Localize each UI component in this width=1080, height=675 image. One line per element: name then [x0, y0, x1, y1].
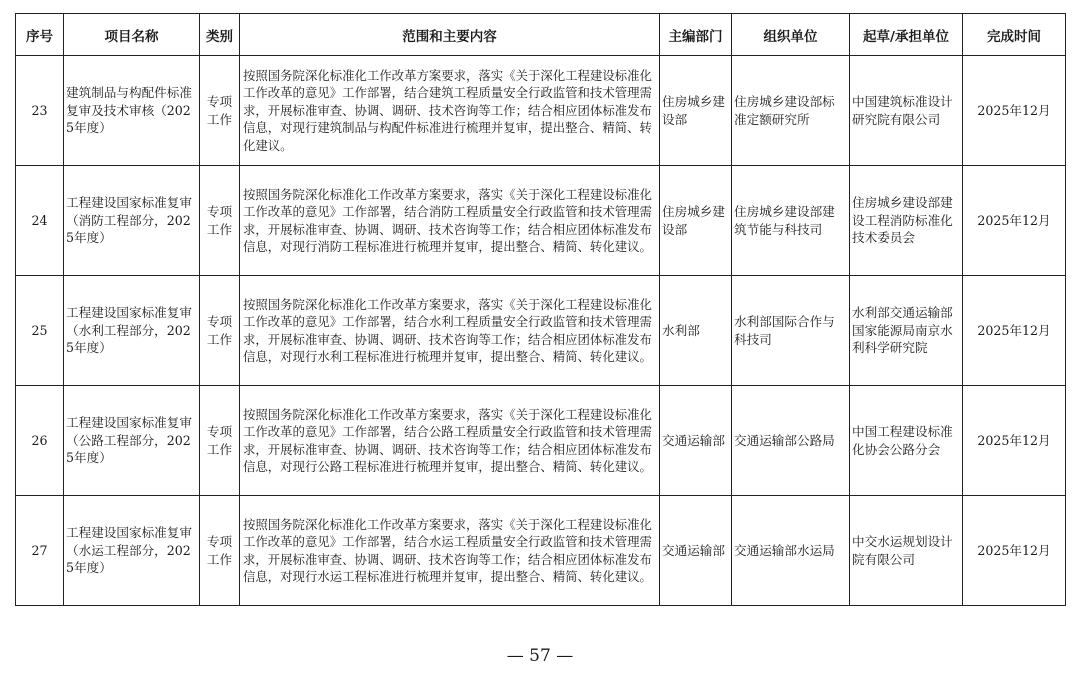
row-dept: 交通运输部: [660, 386, 732, 496]
row-drafter: 中国工程建设标准化协会公路分会: [850, 386, 963, 496]
row-drafter: 中国建筑标准设计研究院有限公司: [850, 56, 963, 166]
row-category: 专项工作: [200, 276, 240, 386]
row-content: 按照国务院深化标准化工作改革方案要求，落实《关于深化工程建设标准化工作改革的意见》工作部署，结合消防工程质量安全行政监管和技术管理需求，开展标准审查、协调、调研、技术咨询等工作；结合相应团体标准发布信息，对现行消防工程标准进行梳理并复审，提出整合、精简、转化建议。: [240, 166, 660, 276]
header-dept: 主编部门: [660, 14, 732, 56]
row-name: 工程建设国家标准复审（消防工程部分，2025年度）: [64, 166, 200, 276]
row-content: 按照国务院深化标准化工作改革方案要求，落实《关于深化工程建设标准化工作改革的意见》工作部署，结合水利工程质量安全行政监管和技术管理需求，开展标准审查、协调、调研、技术咨询等工作；结合相应团体标准发布信息，对现行水利工程标准进行梳理并复审，提出整合、精简、转化建议。: [240, 276, 660, 386]
row-category: 专项工作: [200, 166, 240, 276]
standards-table: [15, 13, 1066, 606]
row-date: 2025年12月: [963, 276, 1066, 386]
row-dept: 住房城乡建设部: [660, 56, 732, 166]
row-name: 工程建设国家标准复审（公路工程部分，2025年度）: [64, 386, 200, 496]
row-name: 工程建设国家标准复审（水运工程部分，2025年度）: [64, 496, 200, 606]
row-org: 住房城乡建设部标准定额研究所: [732, 56, 850, 166]
row-dept: 水利部: [660, 276, 732, 386]
table-row: [16, 386, 1066, 496]
row-no: 26: [16, 386, 64, 496]
table-row: [16, 276, 1066, 386]
row-date: 2025年12月: [963, 496, 1066, 606]
row-content: 按照国务院深化标准化工作改革方案要求，落实《关于深化工程建设标准化工作改革的意见》工作部署，结合公路工程质量安全行政监管和技术管理需求，开展标准审查、协调、调研、技术咨询等工作；结合相应团体标准发布信息，对现行公路工程标准进行梳理并复审，提出整合、精简、转化建议。: [240, 386, 660, 496]
table-row: [16, 166, 1066, 276]
table-header-row: [16, 14, 1066, 56]
document-page: [15, 13, 1065, 606]
row-no: 24: [16, 166, 64, 276]
row-drafter: 水利部交通运输部国家能源局南京水利科学研究院: [850, 276, 963, 386]
row-dept: 交通运输部: [660, 496, 732, 606]
header-date: 完成时间: [963, 14, 1066, 56]
row-date: 2025年12月: [963, 56, 1066, 166]
header-name: 项目名称: [64, 14, 200, 56]
table-row: [16, 496, 1066, 606]
row-no: 25: [16, 276, 64, 386]
header-org: 组织单位: [732, 14, 850, 56]
header-content: 范围和主要内容: [240, 14, 660, 56]
row-content: 按照国务院深化标准化工作改革方案要求，落实《关于深化工程建设标准化工作改革的意见》工作部署，结合建筑工程质量安全行政监管和技术管理需求，开展标准审查、协调、调研、技术咨询等工作；结合相应团体标准发布信息，对现行建筑制品与构配件标准进行梳理并复审，提出整合、精简、转化建议。: [240, 56, 660, 166]
row-dept: 住房城乡建设部: [660, 166, 732, 276]
row-name: 建筑制品与构配件标准复审及技术审核（2025年度）: [64, 56, 200, 166]
row-category: 专项工作: [200, 496, 240, 606]
table-row: [16, 56, 1066, 166]
header-drafter: 起草/承担单位: [850, 14, 963, 56]
header-no: 序号: [16, 14, 64, 56]
row-org: 水利部国际合作与科技司: [732, 276, 850, 386]
row-date: 2025年12月: [963, 386, 1066, 496]
row-date: 2025年12月: [963, 166, 1066, 276]
row-drafter: 住房城乡建设部建设工程消防标准化技术委员会: [850, 166, 963, 276]
row-category: 专项工作: [200, 386, 240, 496]
page-number: — 57 —: [506, 646, 574, 666]
row-name: 工程建设国家标准复审（水利工程部分，2025年度）: [64, 276, 200, 386]
row-org: 交通运输部公路局: [732, 386, 850, 496]
row-no: 27: [16, 496, 64, 606]
row-category: 专项工作: [200, 56, 240, 166]
row-content: 按照国务院深化标准化工作改革方案要求，落实《关于深化工程建设标准化工作改革的意见》工作部署，结合水运工程质量安全行政监管和技术管理需求，开展标准审查、协调、调研、技术咨询等工作；结合相应团体标准发布信息，对现行水运工程标准进行梳理并复审，提出整合、精简、转化建议。: [240, 496, 660, 606]
row-org: 交通运输部水运局: [732, 496, 850, 606]
row-no: 23: [16, 56, 64, 166]
header-category: 类别: [200, 14, 240, 56]
row-org: 住房城乡建设部建筑节能与科技司: [732, 166, 850, 276]
row-drafter: 中交水运规划设计院有限公司: [850, 496, 963, 606]
